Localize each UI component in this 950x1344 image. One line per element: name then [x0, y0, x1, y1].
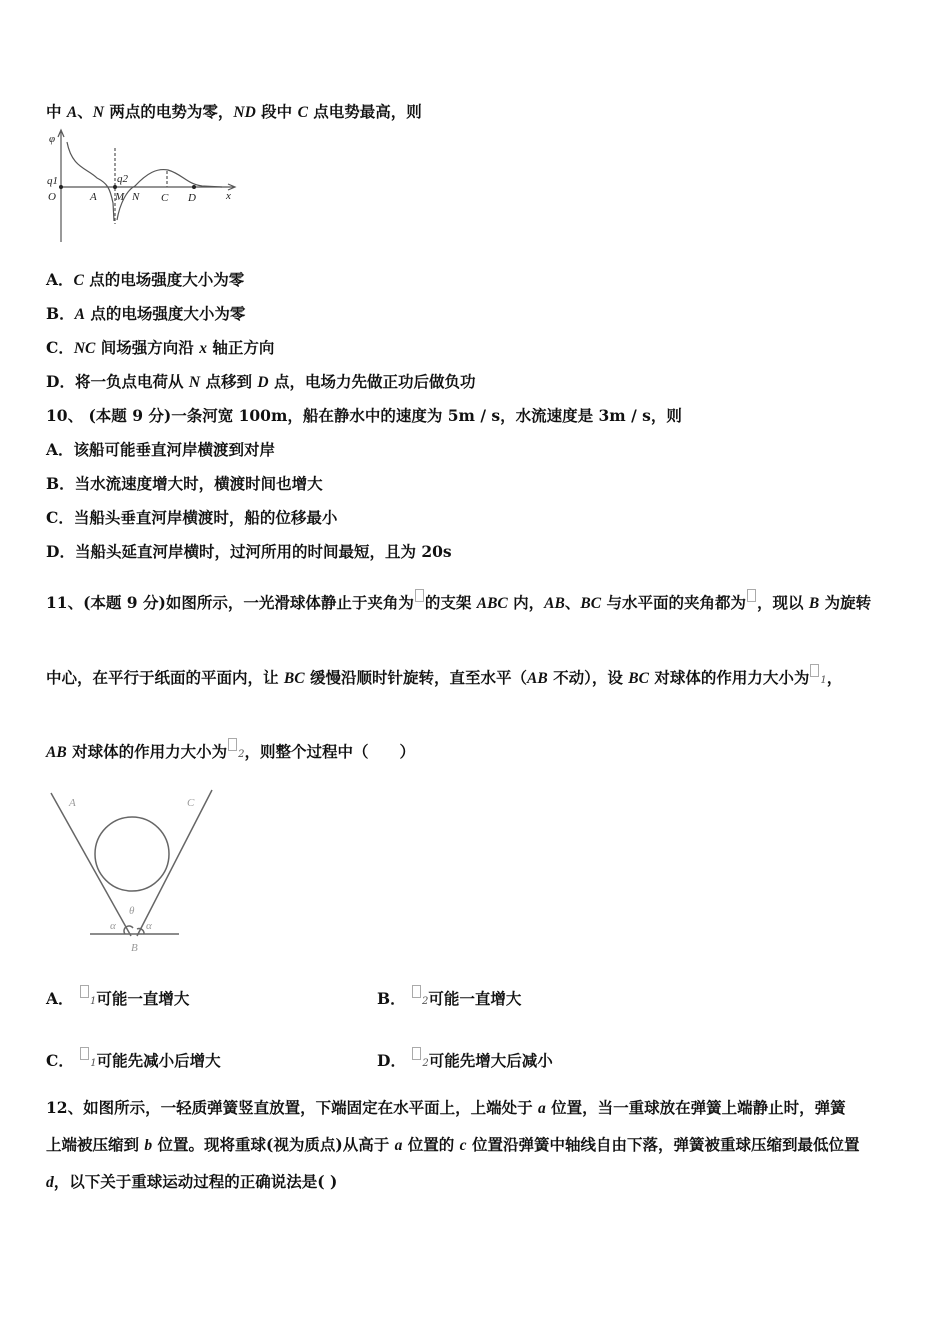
axis-label-phi: φ: [49, 133, 56, 145]
text-fragment: 上端被压缩到: [46, 1135, 145, 1154]
text-fragment: 位置的: [402, 1135, 460, 1154]
text-fragment: 点，电场力先做正功后做负功: [268, 372, 476, 391]
text-line: [46, 338, 274, 359]
text-fragment: 、: [564, 593, 581, 612]
text-fragment: 可能一直增大: [428, 989, 522, 1008]
text-fragment: A．: [46, 270, 74, 289]
math-variable: AB: [544, 595, 565, 612]
potential-graph-figure: [42, 128, 242, 246]
text-line: [377, 1047, 553, 1074]
missing-symbol-placeholder: [80, 1047, 89, 1060]
text-fragment: 位置沿弹簧中轴线自由下落，弹簧被重球压缩到最低位置: [466, 1135, 860, 1154]
label-B: B: [131, 942, 138, 954]
text-fragment: B．: [377, 989, 411, 1008]
missing-symbol-placeholder: [412, 985, 421, 998]
text-fragment: 与水平面的夹角都为: [601, 593, 746, 612]
missing-symbol-placeholder: [810, 664, 819, 677]
label-q1: q1: [47, 175, 58, 187]
text-fragment: 1: [820, 675, 827, 686]
text-fragment: C．当船头垂直河岸横渡时，船的位移最小: [46, 508, 338, 527]
math-variable: C: [73, 272, 84, 289]
text-fragment: 不动），设: [547, 668, 629, 687]
math-variable: NC: [73, 340, 96, 357]
text-fragment: D．将一负点电荷从: [46, 372, 189, 391]
text-line: [46, 1047, 221, 1074]
text-fragment: 2: [422, 1058, 429, 1069]
text-fragment: 的支架: [424, 593, 477, 612]
text-line: [46, 664, 842, 691]
text-line: [46, 372, 475, 393]
text-fragment: 为旋转: [819, 593, 872, 612]
text-line: [46, 270, 244, 291]
text-fragment: ，则整个过程中（ ）: [244, 742, 415, 761]
math-variable: AB: [46, 744, 67, 761]
missing-symbol-placeholder: [80, 985, 89, 998]
missing-symbol-placeholder: [415, 589, 424, 602]
text-line: [46, 474, 323, 494]
text-fragment: D．: [377, 1051, 412, 1070]
math-variable: N: [188, 374, 201, 391]
text-fragment: 可能先增大后减小: [428, 1051, 553, 1070]
text-fragment: 中: [46, 102, 67, 121]
label-C: C: [187, 797, 195, 809]
text-fragment: 轴正方向: [206, 338, 275, 357]
math-variable: BC: [580, 595, 602, 612]
math-variable: A: [74, 306, 85, 323]
text-fragment: 10、 (本题 9 分)一条河宽 100m，船在静水中的速度为 5m / s，水流速度是 3m / s，则: [46, 406, 682, 425]
label-alpha-right: α: [146, 920, 152, 932]
text-fragment: 中心，在平行于纸面的平面内，让: [46, 668, 284, 687]
text-line: [46, 738, 415, 765]
text-line: [46, 1172, 337, 1193]
text-fragment: 内，: [507, 593, 545, 612]
math-variable: BC: [628, 670, 649, 687]
label-C: C: [161, 192, 169, 204]
text-fragment: B．当水流速度增大时，横渡时间也增大: [46, 474, 323, 493]
missing-symbol-placeholder: [228, 738, 237, 751]
text-fragment: 缓慢沿顺时针旋转，直至水平（: [304, 668, 527, 687]
text-fragment: 点的电场强度大小为零: [83, 270, 245, 289]
text-fragment: 点电势最高，则: [307, 102, 422, 121]
math-variable: A: [66, 104, 78, 121]
text-line: [46, 102, 422, 123]
label-theta: θ: [129, 905, 135, 917]
text-fragment: ，以下关于重球运动过程的正确说法是( ): [53, 1172, 338, 1191]
math-variable: C: [297, 104, 308, 121]
text-fragment: A．: [46, 989, 79, 1008]
axis-label-x: x: [226, 190, 231, 202]
text-line: [46, 589, 871, 614]
text-line: [46, 542, 452, 562]
text-fragment: 对球体的作用力大小为: [648, 668, 810, 687]
text-fragment: 1: [90, 1058, 97, 1069]
label-alpha-left: α: [110, 920, 116, 932]
math-variable: a: [394, 1137, 403, 1154]
math-variable: D: [257, 374, 269, 391]
text-fragment: 12、如图所示，一轻质弹簧竖直放置，下端固定在水平面上，上端处于: [46, 1098, 538, 1117]
text-fragment: 两点的电势为零，: [103, 102, 234, 121]
text-fragment: C．: [46, 338, 74, 357]
math-variable: d: [46, 1174, 54, 1191]
text-fragment: 可能先减小后增大: [96, 1051, 221, 1070]
text-line: [377, 985, 521, 1012]
text-fragment: 点移到: [200, 372, 258, 391]
text-fragment: 11、(本题 9 分)如图所示，一光滑球体静止于夹角为: [46, 593, 414, 612]
text-fragment: 位置。现将重球(视为质点)从高于: [152, 1135, 395, 1154]
text-line: [46, 1135, 859, 1156]
math-variable: B: [808, 595, 820, 612]
text-fragment: C．: [46, 1051, 80, 1070]
math-variable: a: [537, 1100, 546, 1117]
math-variable: AB: [527, 670, 548, 687]
text-fragment: 2: [422, 996, 429, 1007]
math-variable: c: [459, 1137, 467, 1154]
text-fragment: ，现以: [756, 593, 809, 612]
text-line: [46, 440, 275, 460]
text-fragment: D．当船头延直河岸横时，过河所用的时间最短，且为 20s: [46, 542, 452, 561]
label-q2: q2: [117, 173, 128, 185]
missing-symbol-placeholder: [747, 589, 756, 602]
math-variable: ND: [233, 104, 256, 121]
math-variable: BC: [283, 670, 305, 687]
text-fragment: B．: [46, 304, 75, 323]
text-line: [46, 304, 245, 325]
label-A: A: [90, 191, 97, 203]
text-line: [46, 406, 682, 426]
text-line: [46, 508, 337, 528]
label-N: N: [132, 191, 140, 203]
text-fragment: 位置，当一重球放在弹簧上端静止时，弹簧: [545, 1098, 846, 1117]
text-fragment: A．该船可能垂直河岸横渡到对岸: [46, 440, 276, 459]
text-fragment: 段中: [255, 102, 298, 121]
math-variable: N: [92, 104, 104, 121]
text-fragment: 可能一直增大: [96, 989, 190, 1008]
label-D: D: [188, 192, 196, 204]
math-variable: b: [144, 1137, 153, 1154]
text-fragment: 、: [77, 102, 93, 121]
text-fragment: 1: [89, 996, 97, 1007]
text-fragment: 间场强方向沿: [95, 338, 200, 357]
text-fragment: ，: [826, 668, 843, 687]
missing-symbol-placeholder: [412, 1047, 421, 1060]
label-M: M: [115, 191, 125, 203]
text-fragment: 2: [238, 749, 245, 760]
text-line: [46, 985, 189, 1012]
text-fragment: 点的电场强度大小为零: [84, 304, 246, 323]
math-variable: x: [199, 340, 207, 357]
math-variable: ABC: [476, 595, 508, 612]
label-A: A: [69, 797, 76, 809]
text-line: [46, 1098, 846, 1119]
text-fragment: 对球体的作用力大小为: [66, 742, 228, 761]
label-O: O: [48, 191, 56, 203]
sphere-bracket-figure: [45, 788, 225, 958]
